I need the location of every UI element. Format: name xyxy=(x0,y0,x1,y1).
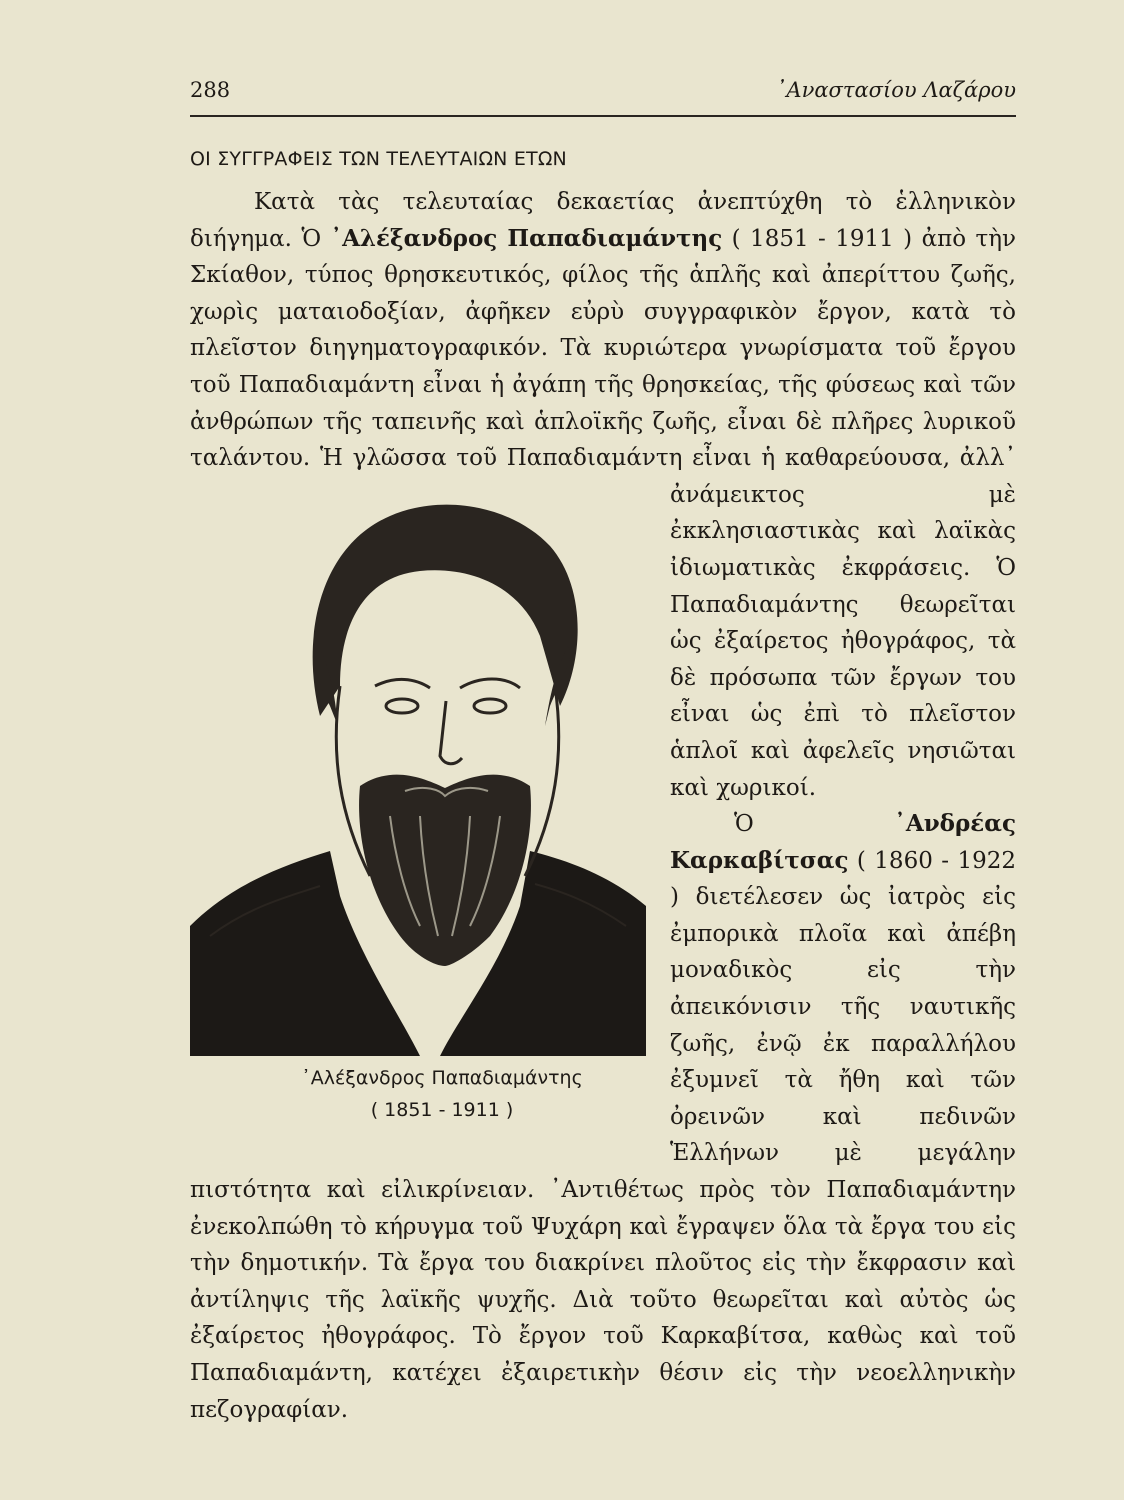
body-text xyxy=(190,184,1016,1428)
paragraph-text: ( 1851 - 1911 ) ἀπὸ τὴν Σκίαθον, τύπος θρησκευτικός, φίλος τῆς ἁπλῆς καὶ ἀπερίττου ζωῆς, χωρὶς ματαιοδοξίαν, ἀφῆκεν εὐρὺ συγγραφικὸν ἔργον, κατὰ τὸ πλεῖστον διηγηματογραφικόν. Τὰ κυριώτερα γνωρίσματα τοῦ ἔργου τοῦ Παπαδιαμάντη εἶναι ἡ ἀγάπη τῆς θρησκείας, τῆς φύσεως καὶ τῶν ἀνθρώπων τῆς ταπεινῆς καὶ ἁπλοϊκῆς ζωῆς, εἶναι δὲ πλῆρες λυρικοῦ ταλάντου. xyxy=(190,225,1016,472)
paragraph-text: Ὁ xyxy=(734,811,895,838)
portrait-figure xyxy=(190,456,656,1136)
figure-caption-dates: ( 1851 - 1911 ) xyxy=(370,1099,514,1122)
paragraph-text: Κατὰ τὰς τελευταίας δεκαετίας ἀνεπτύχθη τὸ ἑλληνικὸν διήγημα. Ὁ xyxy=(190,189,1016,252)
portrait-engraving xyxy=(190,456,646,1056)
paragraph-text: Ἡ γλῶσσα τοῦ Παπαδιαμάντη εἶναι ἡ καθαρεύουσα, ἀλλ᾿ ἀνάμεικτος μὲ ἐκκλησιαστικὰς καὶ λαϊκὰς ἰδιωματικὰς ἐκφράσεις. Ὁ Παπαδιαμάντης θεωρεῖται ὡς ἐξαίρετος ἠθογράφος, τὰ δὲ πρόσωπα τῶν ἔργων του εἶναι ὡς ἐπὶ τὸ πλεῖστον ἁπλοῖ καὶ ἀφελεῖς νησιῶται καὶ χωρικοί. xyxy=(310,445,1016,801)
figure-caption-name: ᾿Αλέξανδρος Παπαδιαμάντης xyxy=(301,1067,583,1090)
header-rule xyxy=(190,115,1016,117)
page-header xyxy=(190,78,1016,112)
page-number: 288 xyxy=(190,78,231,102)
paragraph-text: ( 1860 - 1922 ) διετέλεσεν ὡς ἰατρὸς εἰς ἐμπορικὰ πλοῖα καὶ ἀπέβη μοναδικὸς εἰς τὴν ἀπεικόνισιν τῆς ναυτικῆς ζωῆς, ἐνῷ ἐκ παραλλήλου ἐξυμνεῖ τὰ ἤθη καὶ τῶν ὀρεινῶν καὶ πεδινῶν Ἑλλήνων μὲ μεγάλην πιστότητα καὶ εἰλικρίνειαν. ᾿Αντιθέτως πρὸς τὸν Παπαδιαμάντην ἐνεκολπώθη τὸ κήρυγμα τοῦ Ψυχάρη καὶ ἔγραψεν ὅλα τὰ ἔργα του εἰς τὴν δημοτικήν. Τὰ ἔργα του διακρίνει πλοῦτος εἰς τὴν ἔκφρασιν καὶ ἀντίληψις τῆς λαϊκῆς ψυχῆς. Διὰ τοῦτο θεωρεῖται καὶ αὐτὸς ὡς ἐξαίρετος ἠθογράφος. Τὸ ἔργον τοῦ Καρκαβίτσα, καθὼς καὶ τοῦ Παπαδιαμάντη, κατέχει ἐξαιρετικὴν θέσιν εἰς τὴν νεοελληνικὴν πεζογραφίαν. xyxy=(190,847,1016,1423)
running-head: ᾿Αναστασίου Λαζάρου xyxy=(775,78,1016,102)
section-title: ΟΙ ΣΥΓΓΡΑΦΕΙΣ ΤΩΝ ΤΕΛΕΥΤΑΙΩΝ ΕΤΩΝ xyxy=(190,148,567,170)
author-name-karkavitsas: ᾿Ανδρέας Καρκαβίτσας xyxy=(670,810,1016,874)
author-name-papadiamantis: ᾿Αλέξανδρος Παπαδιαμάντης xyxy=(330,224,723,252)
